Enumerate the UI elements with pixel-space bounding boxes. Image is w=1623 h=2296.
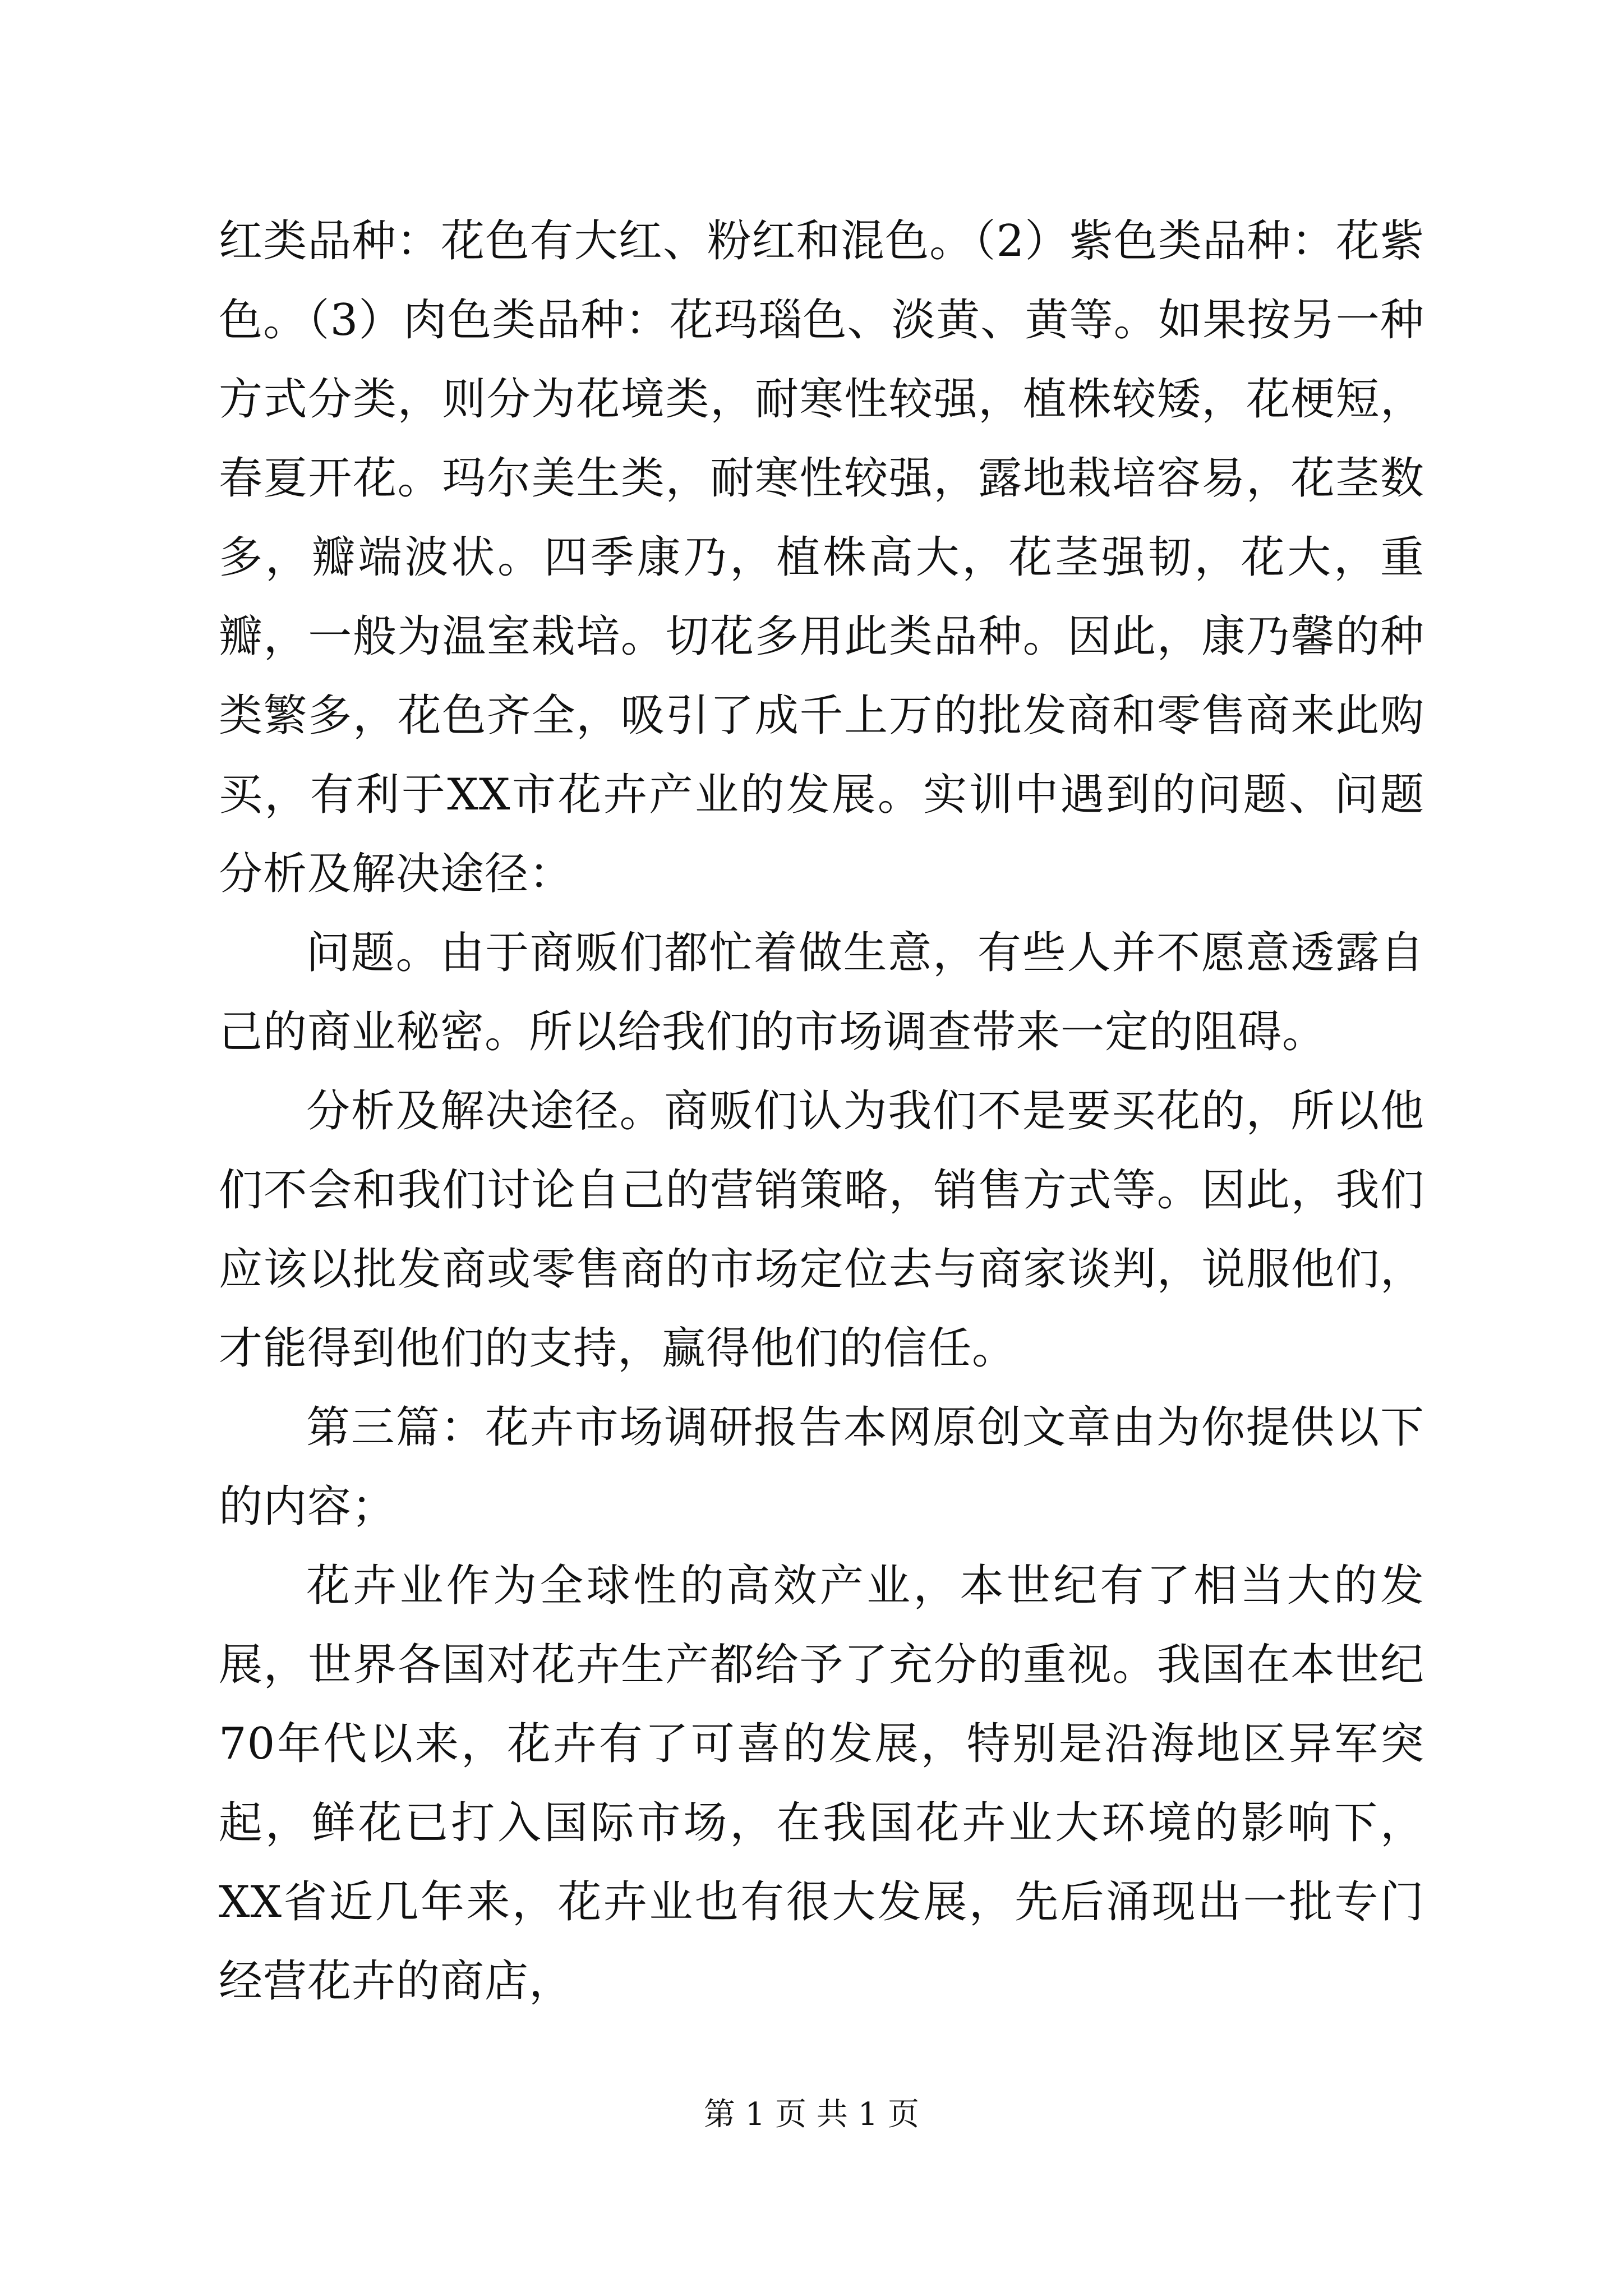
paragraph-4: 第三篇：花卉市场调研报告本网原创文章由为你提供以下的内容；: [219, 1402, 1424, 1532]
page-footer: 第 1 页 共 1 页: [703, 2096, 920, 2133]
paragraph-1: 红类品种：花色有大红、粉红和混色。（2）紫色类品种：花紫色。（3）肉色类品种：花玛瑙色、淡黄、黄等。如果按另一种方式分类，则分为花境类，耐寒性较强，植株较矮，花梗短，春夏开花。玛尔美生类，耐寒性较强，露地栽培容易，花茎数多，瓣端波状。四季康乃，植株高大，花茎强韧，花大，重瓣，一般为温室栽培。切花多用此类品种。因此，康乃馨的种类繁多，花色齐全，吸引了成千上万的批发商和零售商来此购买，有利于XX市花卉产业的发展。实训中遇到的问题、问题分析及解决途径：: [219, 216, 1424, 899]
paragraph-3: 分析及解决途径。商贩们认为我们不是要买花的，所以他们不会和我们讨论自己的营销策略，销售方式等。因此，我们应该以批发商或零售商的市场定位去与商家谈判，说服他们，才能得到他们的支持，赢得他们的信任。: [219, 1086, 1424, 1374]
document-body: [219, 202, 1424, 2021]
paragraph-2: 问题。由于商贩们都忙着做生意，有些人并不愿意透露自己的商业秘密。所以给我们的市场调查带来一定的阻碍。: [219, 928, 1424, 1057]
paragraph-5: 花卉业作为全球性的高效产业，本世纪有了相当大的发展，世界各国对花卉生产都给予了充分的重视。我国在本世纪70年代以来，花卉有了可喜的发展，特别是沿海地区异军突起，鲜花已打入国际市场，在我国花卉业大环境的影响下，XX省近几年来，花卉业也有很大发展，先后涌现出一批专门经营花卉的商店，: [219, 1561, 1424, 2007]
